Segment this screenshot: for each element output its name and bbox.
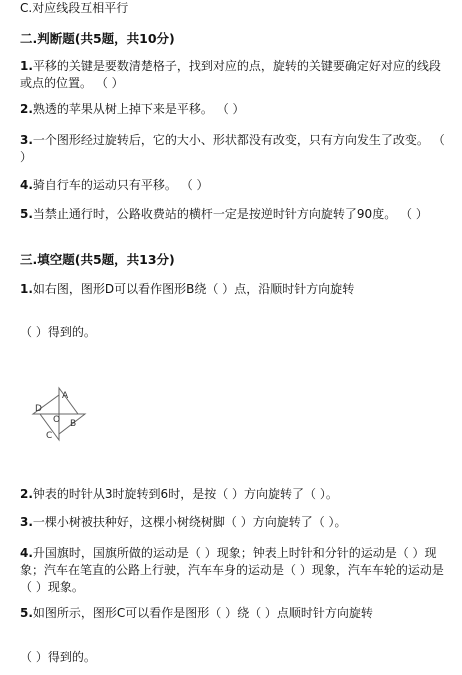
label-a: A (62, 391, 69, 401)
fill-item-1 (20, 281, 448, 298)
item-number: 4. (20, 178, 33, 192)
judge-item-3 (20, 132, 448, 166)
pinwheel-diagram (24, 386, 94, 444)
item-text: 平移的关键是要数清楚格子，找到对应的点，旋转的关键要确定好对应的线段或点的位置。 （ ） (20, 59, 441, 90)
fill-item-4 (20, 545, 448, 596)
section2-heading: 二.判断题(共5题，共10分) (20, 31, 175, 46)
judge-item-2 (20, 101, 448, 118)
option-c: C.对应线段互相平行 (20, 1, 129, 15)
label-d: D (35, 404, 42, 414)
judge-item-1 (20, 58, 448, 92)
item-text: 如右图，图形D可以看作图形B绕（ ）点，沿顺时针方向旋转 (32, 282, 355, 296)
item-text: 当禁止通行时，公路收费站的横杆一定是按逆时针方向旋转了90度。 （ ） (32, 207, 428, 221)
fill-item-2 (20, 486, 448, 503)
item-text: 如图所示，图形C可以看作是图形（ ）绕（ ）点顺时针方向旋转 (32, 606, 373, 620)
item-number: 1. (20, 282, 33, 296)
item-text: 钟表的时针从3时旋转到6时，是按（ ）方向旋转了（ ）。 (32, 487, 338, 501)
item-number: 4. (20, 546, 33, 560)
item-text: 一棵小树被扶种好，这棵小树绕树脚（ ）方向旋转了（ ）。 (32, 515, 347, 529)
item-number: 3. (20, 515, 33, 529)
fill-item-3 (20, 514, 448, 531)
fill-item-5-cont: （ ）得到的。 (20, 650, 96, 664)
label-b: B (70, 419, 77, 429)
fill-item-1-cont: （ ）得到的。 (20, 325, 96, 339)
section3-heading: 三.填空题(共5题，共13分) (20, 252, 175, 267)
item-text: 一个图形经过旋转后，它的大小、形状都没有改变，只有方向发生了改变。 （ ） (20, 133, 445, 164)
label-c: C (46, 431, 53, 441)
label-o: O (53, 415, 61, 425)
item-number: 2. (20, 102, 33, 116)
item-number: 5. (20, 606, 33, 620)
item-text: 熟透的苹果从树上掉下来是平移。 （ ） (32, 102, 245, 116)
item-text: 升国旗时，国旗所做的运动是（ ）现象；钟表上时针和分针的运动是（ ）现象；汽车在笔直的公路上行驶，汽车车身的运动是（ ）现象，汽车车轮的运动是（ ）现象。 (20, 546, 444, 594)
rotation-figure (24, 386, 94, 444)
item-number: 2. (20, 487, 33, 501)
fill-item-5 (20, 605, 448, 622)
item-number: 5. (20, 207, 33, 221)
judge-item-4 (20, 177, 448, 194)
item-text: 骑自行车的运动只有平移。 （ ） (32, 178, 209, 192)
item-number: 1. (20, 59, 33, 73)
item-number: 3. (20, 133, 33, 147)
judge-item-5 (20, 206, 448, 223)
